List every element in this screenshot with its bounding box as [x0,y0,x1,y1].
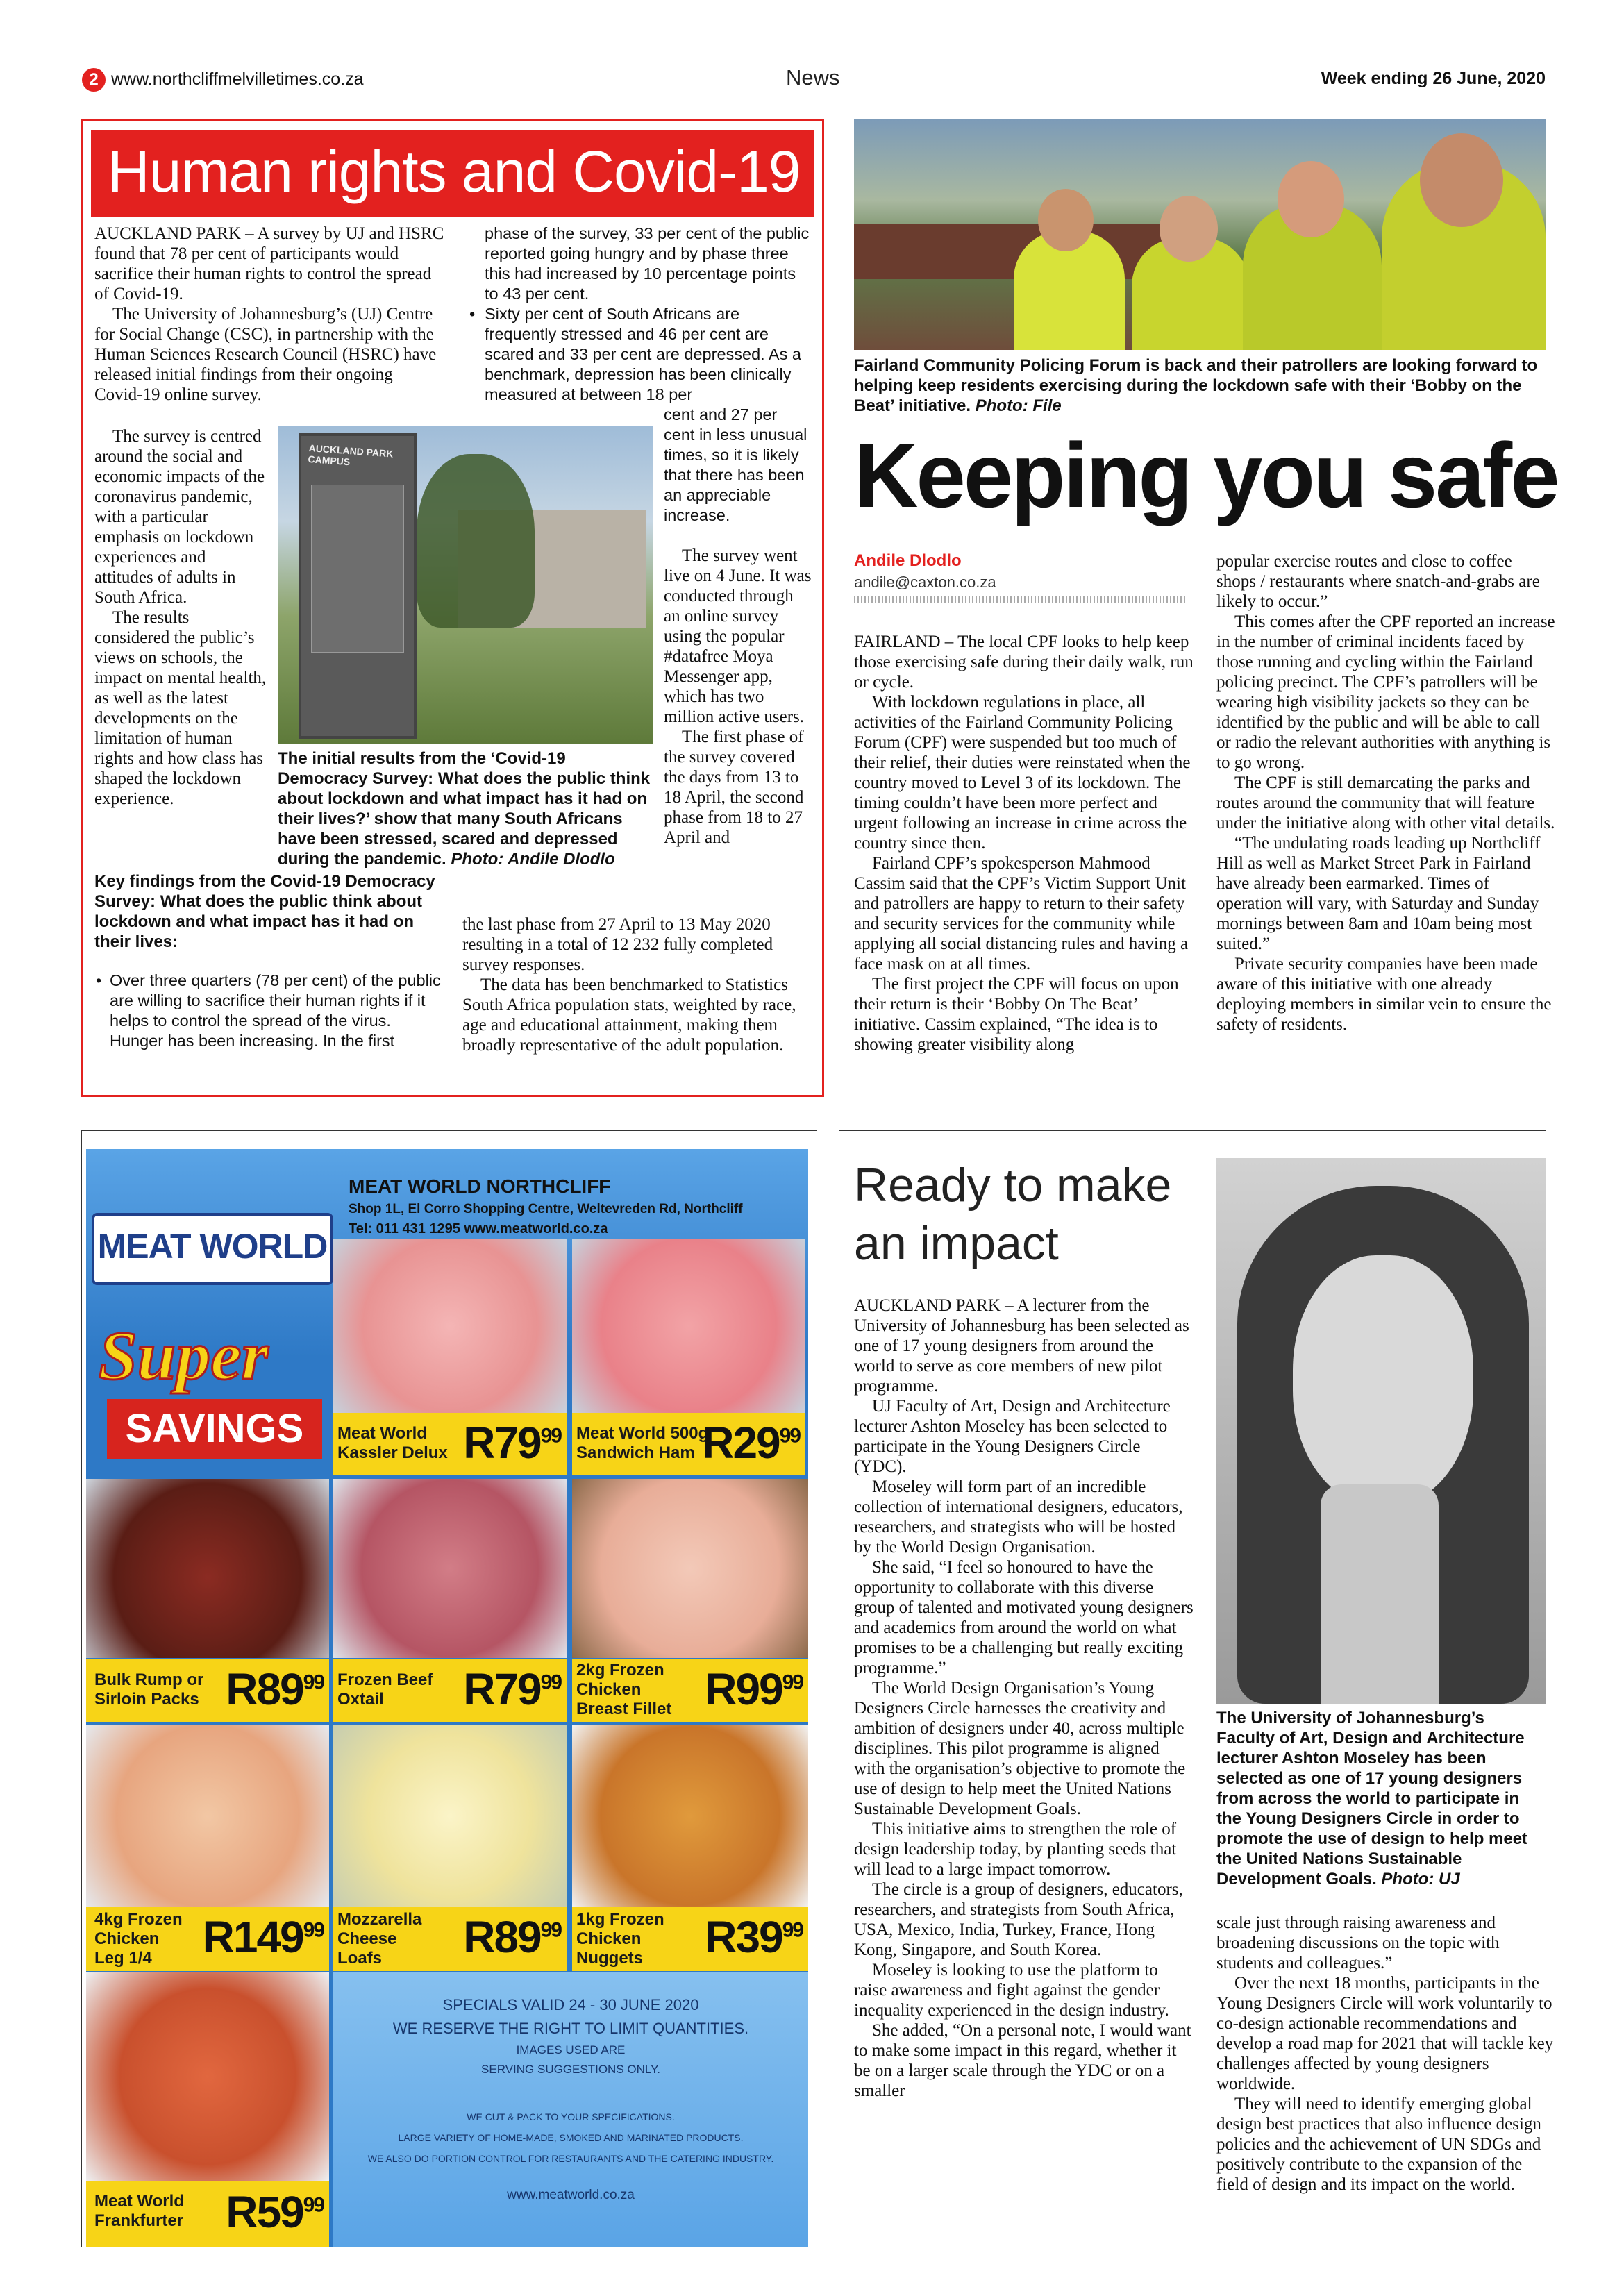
key-findings-heading: Key findings from the Covid-19 Democracy Survey: What does the public think about lockdown and what impact has it had on their lives: [94,872,435,951]
list-item: • Over three quarters (78 per cent) of the public are willing to sacrifice their human rights if it helps to control the spread of the virus. [110,971,460,1031]
face [1160,196,1218,262]
product-tile[interactable] [86,1907,329,1971]
product-name: Meat World Kassler Delux [337,1424,448,1462]
campus-photo [278,426,653,744]
product-tile[interactable] [86,2181,329,2247]
product-photo-nuggets [572,1725,808,1907]
product-photo-cheese [333,1725,567,1907]
list-item: • Hunger has been increasing. In the first [110,1031,460,1051]
paragraph: She added, “On a personal note, I would want to make some impact in this regard, whether it be on a larger scale through the YDC or on a smaller [854,2021,1191,2100]
byline-author: Andile Dlodlo [854,551,962,570]
paragraph: The first project the CPF will focus on upon their return is their ‘Bobby On The Beat’ initiative. Cassim explained, “The idea is to showing greater visibility along [854,975,1179,1054]
article1-col3-bottom [462,914,813,1055]
article2-col2 [1216,551,1555,1034]
store-name: MEAT WORLD NORTHCLIFF [349,1175,611,1197]
super-text: Super [99,1317,269,1394]
product-photo-oxtail [333,1479,567,1658]
tree [417,454,535,628]
product-name: Frozen Beef Oxtail [337,1670,433,1709]
product-photo-leg [86,1725,329,1907]
price-rand: R79 [463,1418,541,1468]
headline: Ready to make an impact [854,1159,1172,1270]
caption-credit: Photo: File [975,396,1062,415]
key-findings-list-c: cent and 27 per cent in less unusual times, so it is likely that there has been an appreciable increase. [664,405,807,524]
ad-terms-panel [333,1972,808,2247]
section-divider [81,1130,817,1131]
caption-text: The initial results from the ‘Covid-19 Democracy Survey: What does the public think about lockdown and what impact has it had on their lives?’ show that many South Africans have been stressed, scared and depressed during the pandemic. [278,749,651,869]
price-cents: 99 [540,1918,561,1942]
price-rand: R79 [463,1664,541,1714]
product-tile[interactable] [333,1907,567,1971]
caption-credit: Photo: UJ [1381,1870,1460,1888]
cpf-photo-caption [854,355,1548,416]
product-tile[interactable] [572,1659,808,1722]
logo-text: MEAT WORLD [97,1227,328,1266]
face [1420,133,1503,227]
paragraph: She said, “I feel so honoured to have the opportunity to collaborate with this diverse group of talented and motivated young designers and academics from around the world on what promises to be a challenging but really exciting programme.” [854,1558,1194,1677]
price-rand: R149 [202,1912,303,1962]
paragraph: the last phase from 27 April to 13 May 2020 resulting in a total of 12 232 fully completed survey responses. [462,915,773,974]
section-label: News [786,65,840,90]
price-cents: 99 [782,1670,803,1694]
images-note: IMAGES USED ARE [516,2043,626,2056]
website-url[interactable]: www.northcliffmelvilletimes.co.za [111,69,364,89]
product-name: 1kg Frozen Chicken Nuggets [576,1910,664,1968]
paragraph: Moseley is looking to use the platform to raise awareness and fight against the gender inequality experienced in the design industry. [854,1961,1169,2020]
campus-sign [299,433,417,739]
paragraph: “The undulating roads leading up Northcliff Hill as well as Market Street Park in Fairland have already been earmarked. Times of operation will vary, with Saturday and Sunday mornings between 8am and 10am being most suited.” [1216,834,1541,953]
paragraph: The survey is centred around the social and economic impacts of the coronavirus pandemic, with a particular emphasis on lockdown experiences and attitudes of adults in South Africa. [94,427,265,607]
product-price [463,1417,561,1468]
paragraph: popular exercise routes and close to coffee shops / restaurants where snatch-and-grabs are likely to occur.” [1216,552,1540,611]
portion-note: WE ALSO DO PORTION CONTROL FOR RESTAURANTS AND THE CATERING INDUSTRY. [367,2153,774,2164]
paragraph: This initiative aims to strengthen the role of design leadership today, by planting seeds that will lead to a large impact tomorrow. [854,1820,1177,1879]
product-price [705,1664,803,1715]
product-name: Bulk Rump or Sirloin Packs [94,1670,204,1709]
paragraph: Fairland CPF’s spokesperson Mahmood Cassim said that the CPF’s Victim Support Unit and patrollers are happy to return to their safety and security services for the community while applying all social distancing rules and having a face mask on at all times. [854,854,1189,973]
price-rand: R89 [463,1912,541,1962]
product-price [463,1911,561,1963]
paragraph: scale just through raising awareness and broadening discussions on the topic with students and colleagues.” [1216,1913,1500,1972]
product-name: Meat World Frankfurter [94,2192,184,2230]
paragraph: The World Design Organisation’s Young Designers Circle harnesses the creativity and ambition of designers under 40, across multiple disciplines. This pilot programme is aligned with the organisation’s objective to promote the use of design to help meet the United Nations Sustainable Development Goals. [854,1679,1186,1818]
price-rand: R89 [226,1664,303,1714]
product-price [702,1417,800,1468]
store-tel: Tel: 011 431 1295 www.meatworld.co.za [349,1221,608,1237]
article1-col1-narrow [94,426,267,809]
paragraph: AUCKLAND PARK – A survey by UJ and HSRC found that 78 per cent of participants would sacrifice their human rights to control the spread of Covid-19. [94,224,444,303]
paragraph: UJ Faculty of Art, Design and Architecture lecturer Ashton Moseley has been selected to participate in the Young Designers Circle (YDC). [854,1397,1171,1476]
ashton-moseley-portrait [1216,1158,1546,1704]
price-rand: R39 [705,1912,782,1962]
product-name: 2kg Frozen Chicken Breast Fillet [576,1661,672,1718]
paragraph: The survey went live on 4 June. It was conducted through an online survey using the popular #datafree Moya Messenger app, which has two million active users. [664,546,812,726]
portrait-neck [1321,1484,1439,1704]
paragraph: Moseley will form part of an incredible collection of international designers, educators, researchers, and strategists who will be hosted by the World Design Organisation. [854,1477,1183,1557]
paragraph: The CPF is still demarcating the parks and routes around the community that will feature under the initiative along with other vital details. [1216,773,1555,832]
paragraph: FAIRLAND – The local CPF looks to help keep those exercising safe during their daily walk, run or cycle. [854,632,1194,692]
product-tile[interactable] [572,1907,808,1971]
moseley-photo-caption [1216,1708,1546,1889]
byline-email[interactable]: andile@caxton.co.za [854,573,996,591]
product-photo-rump [86,1479,329,1658]
article1-col1-top [94,224,445,405]
face [1278,161,1344,237]
specials-validity: SPECIALS VALID 24 - 30 JUNE 2020 [442,1996,699,2013]
suggestions-note: SERVING SUGGESTIONS ONLY. [481,2063,660,2076]
price-cents: 99 [782,1918,803,1942]
product-price [463,1664,561,1715]
product-tile[interactable] [333,1413,567,1475]
caption-text: Fairland Community Policing Forum is back and their patrollers are looking forward to helping keep residents exercising during the lockdown safe with their ‘Bobby on the Beat’ initiative. [854,356,1538,415]
meat-world-logo [92,1213,333,1285]
product-name: Meat World 500g Sandwich Ham [576,1424,709,1462]
key-findings-list-a [94,971,460,1051]
article1-col3-narrow [664,546,813,848]
paragraph: Private security companies have been made aware of this initiative with one already deploying members in similar vein to ensure the safety of residents. [1216,955,1552,1034]
price-cents: 99 [303,1918,324,1942]
product-name: 4kg Frozen Chicken Leg 1/4 [94,1910,183,1968]
article3-col2 [1216,1913,1555,2195]
sign-text: AUCKLAND PARK CAMPUS [308,442,394,468]
product-photo-breast [572,1479,808,1658]
product-tile[interactable] [572,1413,805,1475]
product-name: Mozzarella Cheese Loafs [337,1910,422,1968]
issue-date: Week ending 26 June, 2020 [1321,69,1546,88]
paragraph: The circle is a group of designers, educators, researchers, and strategists from South Africa, USA, Mexico, India, Turkey, France, Hong Kong, Singapore, and South Korea. [854,1880,1183,1959]
price-cents: 99 [540,1670,561,1694]
campus-photo-caption [278,748,653,869]
paragraph: The data has been benchmarked to Statistics South Africa population stats, weighted by race, age and educational attainment, making them broadly representative of the adult population. [462,975,796,1055]
paragraph: With lockdown regulations in place, all activities of the Fairland Community Policing Forum (CPF) were suspended but too much of their relief, their duties were reinstated when the country moved to Level 3 of its lockdown. The timing couldn’t have been more perfect and urgent following an increase in crime across the country since then. [854,693,1191,853]
headline: Human rights and Covid-19 [108,139,801,204]
headline-bar [91,130,814,217]
cut-note: WE CUT & PACK TO YOUR SPECIFICATIONS. [467,2111,675,2122]
cpf-patrollers-photo [854,119,1546,350]
caption-text: The University of Johannesburg’s Faculty of Art, Design and Architecture lecturer Ashton Moseley has been selected as one of 17 young designers from across the world to participate in the Young Designers Circle in order to promote the use of design to help meet the United Nations Sustainable Development Goals. [1216,1709,1528,1888]
price-cents: 99 [540,1424,561,1448]
paragraph: The University of Johannesburg’s (UJ) Centre for Social Change (CSC), in partnership with the Human Sciences Research Council (HSRC) have released initial findings from their ongoing Covid-19 online survey. [94,305,437,404]
reserve-note: WE RESERVE THE RIGHT TO LIMIT QUANTITIES. [392,2020,749,2037]
product-price [226,1664,324,1715]
section-divider [839,1130,1546,1131]
product-tile[interactable] [333,1659,567,1722]
product-photo-ham [572,1239,805,1413]
price-cents: 99 [779,1424,800,1448]
price-rand: R29 [702,1418,780,1468]
article2-col1 [854,632,1194,1055]
price-rand: R59 [226,2187,303,2237]
meat-world-ad[interactable] [86,1149,808,2247]
product-price [705,1911,803,1963]
section-divider [81,1130,82,2247]
paragraph: AUCKLAND PARK – A lecturer from the University of Johannesburg has been selected as one of 17 young designers from around the world to serve as core members of new pilot programme. [854,1296,1189,1396]
variety-note: LARGE VARIETY OF HOME-MADE, SMOKED AND MARINATED PRODUCTS. [398,2132,744,2143]
price-cents: 99 [303,2193,324,2217]
savings-banner [107,1399,322,1459]
price-rand: R99 [705,1664,782,1714]
product-price [203,1911,324,1963]
list-item-continued: phase of the survey, 33 per cent of the public reported going hungry and by phase three this had increased by 10 percentage points to 43 per cent. [485,224,810,303]
paragraph: This comes after the CPF reported an increase in the number of criminal incidents faced by those running and cycling within the Fairland policing precinct. The CPF’s patrollers will be wearing high visibility jackets so they can be identified by the public and will be able to call or radio the relevant authorities with anything is to go wrong. [1216,612,1555,772]
paragraph: The first phase of the survey covered the days from 13 to 18 April, the second phase from 18 to 27 April and [664,728,804,847]
key-findings-list-b [469,224,810,405]
portrait-face [1293,1255,1473,1505]
price-cents: 99 [303,1670,324,1694]
savings-text: SAVINGS [125,1406,304,1451]
paragraph: The results considered the public’s views on schools, the impact on mental health, as well as the latest developments on the limitation of human rights and how class has shaped the lockdown experience. [94,608,267,808]
list-item: • Sixty per cent of South Africans are frequently stressed and 46 per cent are scared and 33 per cent are depressed. As a benchmark, depression has been clinically measured at between 18 per [469,305,801,403]
headline: Keeping you safe [854,424,1558,526]
caption-credit: Photo: Andile Dlodlo [451,850,615,869]
paragraph: Over the next 18 months, participants in the Young Designers Circle will work voluntarily to co-design actionable recommendations and develop a road map for 2021 that will tackle key challenges affected by young designers worldwide. [1216,1974,1554,2093]
ad-website[interactable]: www.meatworld.co.za [507,2188,635,2202]
page-number-badge: 2 [82,68,106,92]
product-photo-frankfurter [86,1972,329,2181]
product-tile[interactable] [86,1659,329,1722]
product-price [226,2186,324,2238]
face [1038,189,1094,251]
product-photo-kassler [333,1239,567,1413]
byline-rule [854,596,1187,603]
sign-map [311,485,404,653]
store-address: Shop 1L, El Corro Shopping Centre, Weltevreden Rd, Northcliff [349,1202,743,1216]
article3-col1 [854,1296,1194,2101]
paragraph: They will need to identify emerging global design best practices that also influence design policies and the achievement of UN SDGs and positively contribute to the expansion of the field of design and its impact on the world. [1216,2095,1541,2194]
